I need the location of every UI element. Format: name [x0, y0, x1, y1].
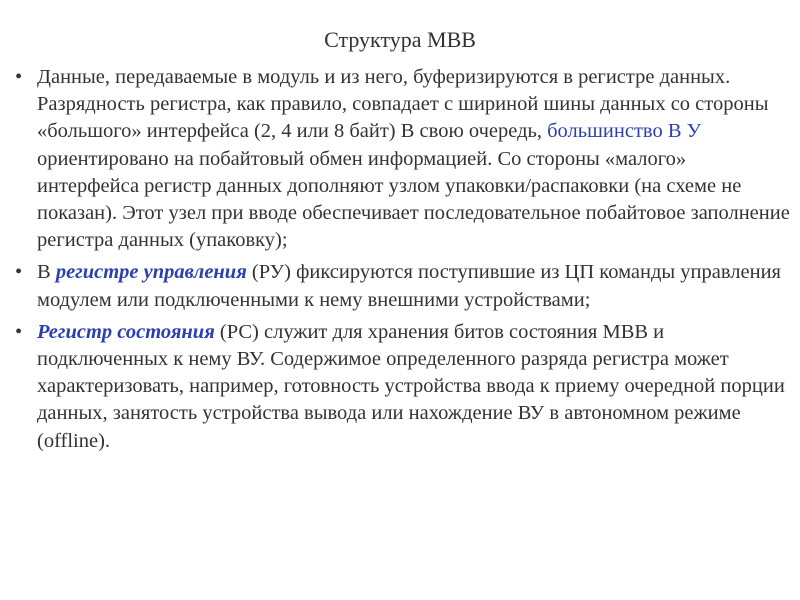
bullet-marker: • [15, 320, 23, 343]
bullet-marker: • [15, 66, 23, 88]
bullet-keyword: Регистр состояния [37, 320, 215, 343]
bullet-text-after: (РС) служит для хранения битов состояния МВВ и подключенных к нему ВУ. Содержимое определенного разряда регистра может характеризовать, например, готовность устройства ввода к приему очередной порции данных, занятость устройства вывода или нахождение ВУ в автономном режиме (offline). [37, 320, 785, 452]
bullet-text-before: В [37, 261, 56, 284]
bullet-text-after: ориентировано на побайтовый обмен информацией. Со стороны «малого» интерфейса регистр данных дополняют узлом упаковки/распаковки (на схеме не показан). Этот узел при вводе обеспечивает последовательное побайтовое заполнение регистра данных (упаковку); [37, 147, 790, 252]
bullet-item-data-register [15, 64, 792, 254]
bullet-list [15, 64, 792, 455]
bullet-highlight: большинство В У [547, 120, 702, 143]
bullet-marker: • [15, 261, 23, 284]
slide-title: Структура МВВ [324, 27, 476, 52]
bullet-item-control-register [15, 259, 792, 313]
bullet-keyword: регистре управления [55, 261, 247, 284]
bullet-text-before: Данные, передаваемые в модуль и из него, буферизируются в регистре данных. Разрядность регистра, как правило, совпадает с шириной шины данных со стороны «большого» интерфейса (2, 4 или 8 байт) В свою очередь, [37, 66, 769, 143]
bullet-item-status-register [15, 319, 792, 455]
bullet-text-after: (РУ) фиксируются поступившие из ЦП команды управления модулем или подключенными к нему внешними устройствами; [37, 261, 781, 311]
